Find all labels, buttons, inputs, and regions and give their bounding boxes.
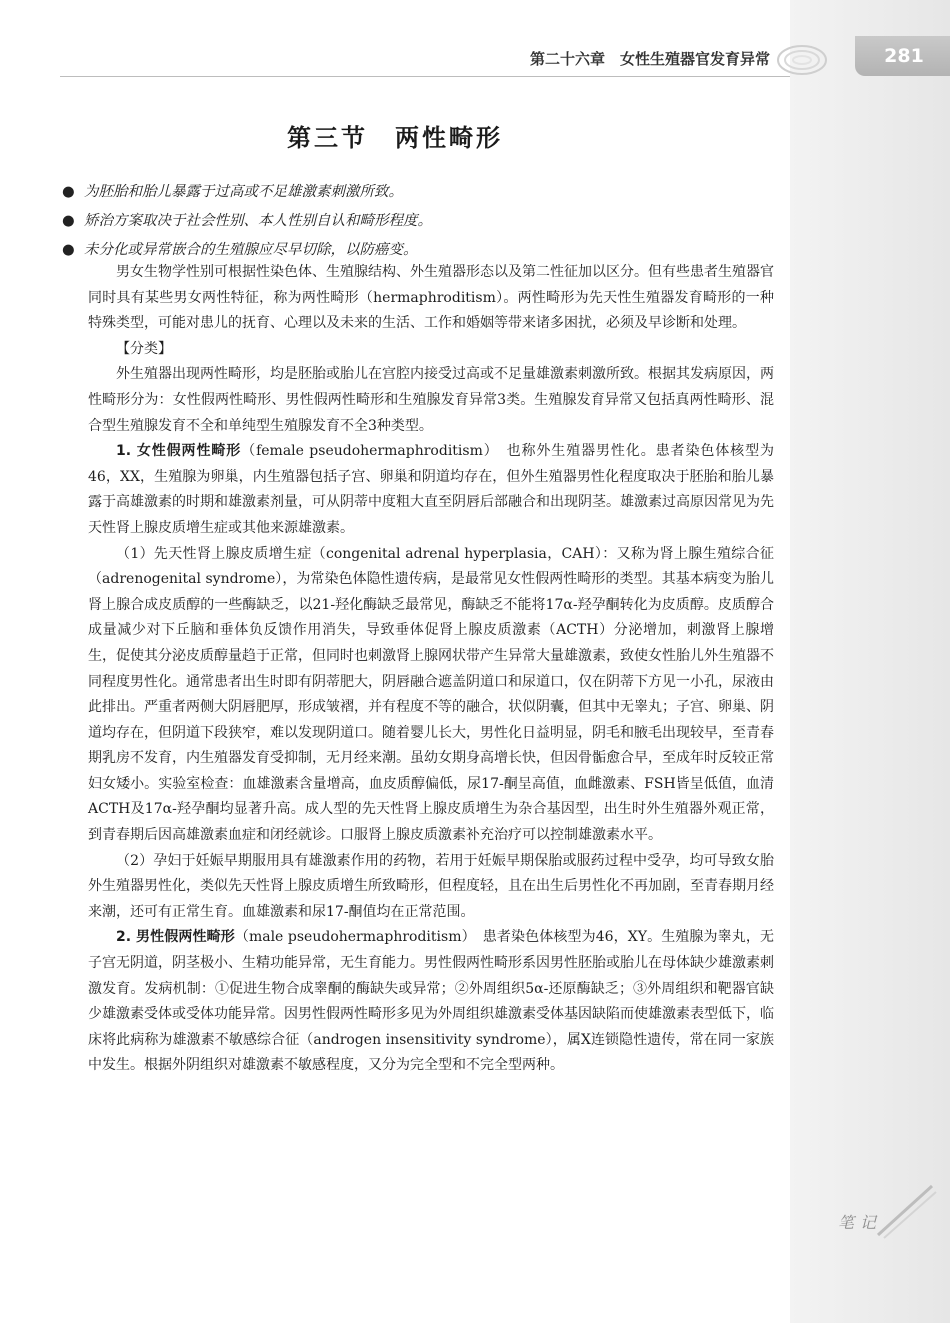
key-point-text: 未分化或异常嵌合的生殖腺应尽早切除，以防癌变。 bbox=[84, 242, 418, 258]
section-title: 第三节 两性畸形 bbox=[287, 124, 503, 152]
intro-paragraph: 男女生物学性别可根据性染色体、生殖腺结构、外生殖器形态以及第二性征加以区分。但有些患者生殖器官同时具有某些男女两性特征，称为两性畸形（hermaphroditism）。两性畸形为先天性生殖器发育畸形的一种特殊类型，可能对患儿的抚育、心理以及未来的生活、工作和婚姻等带来诸多困扰，必须及早诊断和处理。 bbox=[88, 264, 774, 332]
page-number: 281 bbox=[884, 45, 924, 67]
key-point-text: 为胚胎和胎儿暴露于过高或不足雄激素刺激所致。 bbox=[84, 184, 403, 200]
key-point bbox=[62, 207, 762, 236]
drug-paragraph: （2）孕妇于妊娠早期服用具有雄激素作用的药物，若用于妊娠早期保胎或服药过程中受孕，均可导致女胎外生殖器男性化，类似先天性肾上腺皮质增生所致畸形，但程度轻，且在出生后男性化不再加剧，至青春期月经来潮，还可有正常生育。血雄激素和尿17-酮值均在正常范围。 bbox=[88, 852, 774, 920]
cah-paragraph: （1）先天性肾上腺皮质增生症（congenital adrenal hyperplasia，CAH）：又称为肾上腺生殖综合征（adrenogenital syndrome），为常染色体隐性遗传病，是最常见女性假两性畸形的类型。其基本病变为胎儿肾上腺合成皮质醇的一些酶缺乏，以21-羟化酶缺乏最常见，酶缺乏不能将17α-羟孕酮转化为皮质醇。皮质醇合成量减少对下丘脑和垂体负反馈作用消失，导致垂体促肾上腺皮质激素（ACTH）分泌增加，刺激肾上腺增生，促使其分泌皮质醇量趋于正常，但同时也刺激肾上腺网状带产生异常大量雄激素，致使女性胎儿外生殖器不同程度男性化。通常患者出生时即有阴蒂肥大，阴唇融合遮盖阴道口和尿道口，仅在阴蒂下方见一小孔，尿液由此排出。严重者两侧大阴唇肥厚，形成皱褶，并有程度不等的融合，状似阴囊，但其中无睾丸；子宫、卵巢、阴道均存在，但阴道下段狭窄，难以发现阴道口。随着婴儿长大，男性化日益明显，阴毛和腋毛出现较早，至青春期乳房不发育，内生殖器发育受抑制，无月经来潮。虽幼女期身高增长快，但因骨骺愈合早，至成年时反较正常妇女矮小。实验室检查：血雄激素含量增高，血皮质醇偏低，尿17-酮呈高值，血雌激素、FSH皆呈低值，血清ACTH及17α-羟孕酮均显著升高。成人型的先天性肾上腺皮质增生为杂合基因型，出生时外生殖器外观正常，到青春期后因高雄激素血症和闭经就诊。口服肾上腺皮质激素补充治疗可以控制雄激素水平。 bbox=[88, 545, 774, 844]
bullet-icon: ● bbox=[62, 184, 75, 200]
male-pseudo-paragraph bbox=[88, 925, 774, 1079]
male-pseudo-heading: 2. 男性假两性畸形 bbox=[116, 929, 235, 946]
notes-label: 笔记 bbox=[838, 1213, 883, 1232]
classification-label: 【分类】 bbox=[116, 340, 172, 357]
bullet-icon: ● bbox=[62, 213, 75, 229]
body-text bbox=[88, 260, 774, 1079]
female-pseudo-heading: 1. 女性假两性畸形 bbox=[116, 443, 242, 460]
notes-margin bbox=[790, 0, 950, 1323]
key-points-list bbox=[62, 178, 762, 265]
female-pseudo-text: （female pseudohermaphroditism） 也称外生殖器男性化。患者染色体核型为46，XX，生殖腺为卵巢，内生殖器包括子宫、卵巢和阴道均存在，但外生殖器男性化程度取决于胚胎和胎儿暴露于高雄激素的时期和雄激素剂量，可从阴蒂中度粗大直至阴唇后部融合和出现阴茎。雄激素过高原因常见为先天性肾上腺皮质增生症或其他来源雄激素。 bbox=[88, 443, 774, 536]
female-pseudo-paragraph bbox=[88, 439, 774, 541]
running-header: 第二十六章 女性生殖器官发育异常 bbox=[529, 50, 770, 68]
bullet-icon: ● bbox=[62, 242, 75, 258]
swirl-logo-icon bbox=[775, 40, 830, 80]
classification-paragraph: 外生殖器出现两性畸形，均是胚胎或胎儿在宫腔内接受过高或不足量雄激素刺激所致。根据其发病原因，两性畸形分为：女性假两性畸形、男性假两性畸形和生殖腺发育异常3类。生殖腺发育异常又包括真两性畸形、混合型生殖腺发育不全和单纯型生殖腺发育不全3种类型。 bbox=[88, 366, 774, 434]
header-rule bbox=[60, 76, 790, 77]
key-point-text: 矫治方案取决于社会性别、本人性别自认和畸形程度。 bbox=[84, 213, 432, 229]
key-point bbox=[62, 178, 762, 207]
male-pseudo-text: （male pseudohermaphroditism） 患者染色体核型为46，XY。生殖腺为睾丸，无子宫无阴道，阴茎极小、生精功能异常，无生育能力。男性假两性畸形系因男性胚胎或胎儿在母体缺少雄激素刺激发育。发病机制：①促进生物合成睾酮的酶缺失或异常；②外周组织5α-还原酶缺乏；③外周组织和靶器官缺少雄激素受体或受体功能异常。因男性假两性畸形多见为外周组织雄激素受体基因缺陷而使雄激素表型低下，临床将此病称为雄激素不敏感综合征（androgen insensitivity syndrome），属X连锁隐性遗传，常在同一家族中发生。根据外阴组织对雄激素不敏感程度，又分为完全型和不完全型两种。 bbox=[88, 929, 774, 1074]
